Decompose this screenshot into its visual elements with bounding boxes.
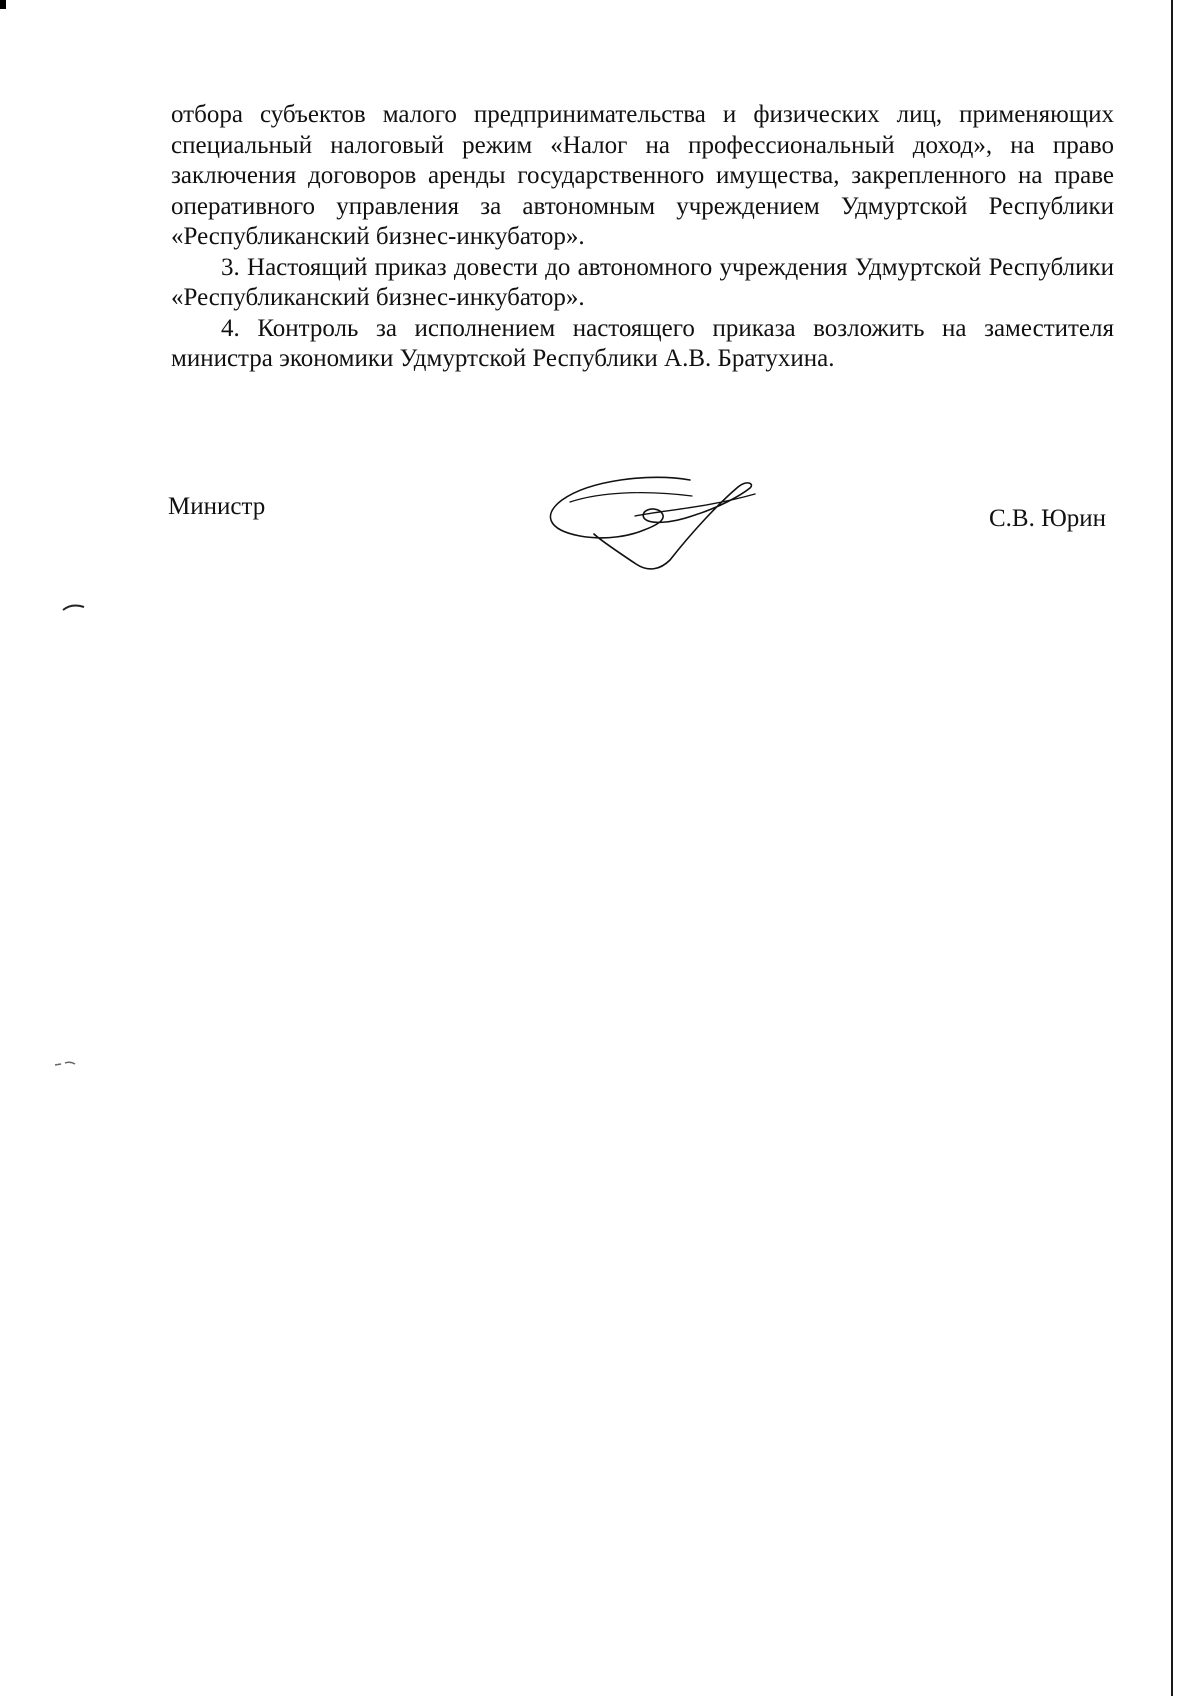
paragraph-item-4: 4. Контроль за исполнением настоящего приказа возложить на заместителя министра экономики Удмуртской Республики А.В. Братухина.	[171, 314, 1114, 372]
signer-position-title: Министр	[168, 493, 266, 520]
paragraph-continuation: отбора субъектов малого предпринимательства и физических лиц, применяющих специальный налоговый режим «Налог на профессиональный доход», на право заключения договоров аренды государственного имущества, закрепленного на праве оперативного управления за автономным учреждением Удмуртской Республики «Республиканский бизнес-инкубатор».	[171, 101, 1114, 250]
scan-page-edge-line	[1171, 0, 1173, 1696]
scan-speck-mark	[60, 600, 90, 614]
scan-corner-mark	[0, 0, 6, 9]
handwritten-signature-icon	[540, 468, 812, 576]
signer-name: С.В. Юрин	[989, 505, 1107, 532]
document-body	[171, 100, 1114, 375]
scan-speck-mark	[52, 1058, 82, 1070]
paragraph-item-3: 3. Настоящий приказ довести до автономного учреждения Удмуртской Республики «Республиканский бизнес-инкубатор».	[171, 253, 1114, 311]
